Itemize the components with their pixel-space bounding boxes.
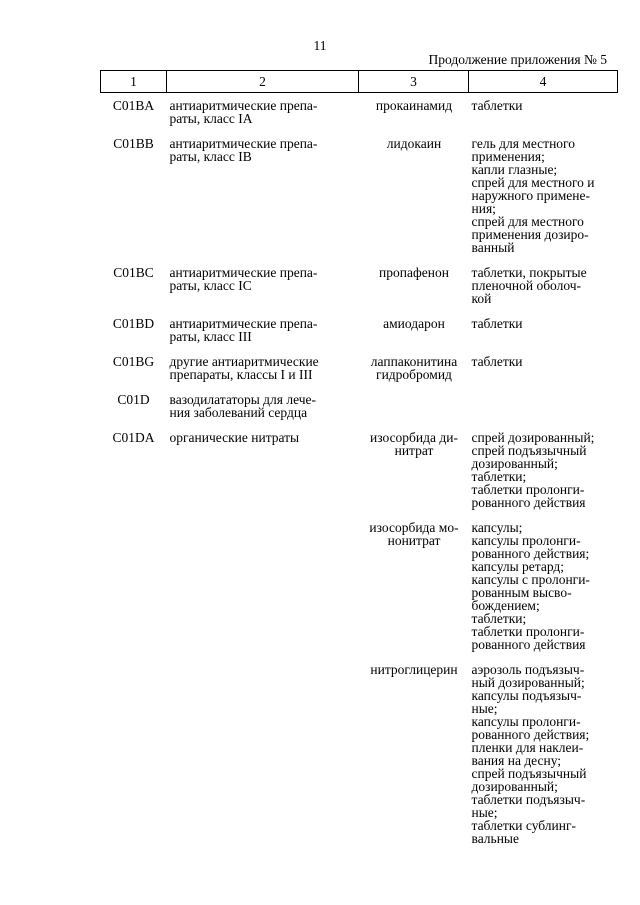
dosage-form-cell: [469, 657, 618, 851]
group-name-line: раты, класс IB: [169, 149, 252, 164]
dosage-form-line: спрей для местного и: [471, 175, 595, 190]
group-name-line: антиаритмические препа-: [169, 136, 318, 151]
dosage-form-line: спрей для местного: [471, 214, 584, 229]
group-name-line: антиаритмические препа-: [169, 316, 318, 331]
dosage-form-line: гель для местного: [471, 136, 575, 151]
drug-name-cell: [359, 260, 469, 311]
dosage-form-line: кой: [471, 291, 492, 306]
atc-code-cell: [101, 515, 167, 657]
dosage-form-line: применения;: [471, 149, 545, 164]
table-row: [101, 93, 618, 132]
dosage-form-line: дозированный;: [471, 779, 558, 794]
dosage-form-line: капсулы пролонги-: [471, 533, 581, 548]
dosage-form-line: капсулы с пролонги-: [471, 572, 590, 587]
group-name-cell: [167, 311, 359, 349]
drug-name-line: пропафенон: [379, 265, 449, 280]
dosage-form-line: пленки для наклеи-: [471, 740, 584, 755]
dosage-form-line: аэрозоль подъязыч-: [471, 662, 585, 677]
dosage-form-line: наружного примене-: [471, 188, 590, 203]
drug-name-line: прокаинамид: [375, 98, 453, 113]
dosage-form-line: ные;: [471, 805, 498, 820]
group-name-line: раты, класс IA: [169, 111, 253, 126]
atc-code-line: C01BC: [113, 265, 154, 280]
atc-code-line: C01BG: [112, 354, 155, 369]
atc-code-cell: [101, 131, 167, 260]
group-name-line: ния заболеваний сердца: [169, 405, 308, 420]
dosage-form-cell: [469, 131, 618, 260]
group-name-cell: [167, 260, 359, 311]
table-row: [101, 131, 618, 260]
group-name-cell: [167, 131, 359, 260]
dosage-form-line: пленочной оболоч-: [471, 278, 582, 293]
dosage-form-line: таблетки пролонги-: [471, 624, 585, 639]
dosage-form-cell: [469, 260, 618, 311]
column-header-2: 2: [167, 71, 359, 93]
dosage-form-cell: [469, 311, 618, 349]
drug-name-line: гидробромид: [376, 367, 452, 382]
dosage-form-line: спрей подъязычный: [471, 766, 587, 781]
table-row: [101, 311, 618, 349]
drug-name-line: нитроглицерин: [370, 662, 458, 677]
drug-name-line: амиодарон: [383, 316, 445, 331]
dosage-form-line: рованного действия;: [471, 546, 590, 561]
dosage-form-line: таблетки пролонги-: [471, 482, 585, 497]
group-name-line: антиаритмические препа-: [169, 98, 318, 113]
drug-name-cell: [359, 425, 469, 515]
group-name-cell: [167, 515, 359, 657]
dosage-form-line: таблетки;: [471, 611, 527, 626]
column-header-1: 1: [101, 71, 167, 93]
atc-code-line: C01DA: [112, 430, 155, 445]
dosage-form-line: капсулы;: [471, 520, 523, 535]
continuation-caption: Продолжение приложения № 5: [428, 52, 607, 67]
table-row: [101, 425, 618, 515]
dosage-form-line: таблетки;: [471, 469, 527, 484]
drug-name-cell: [359, 131, 469, 260]
dosage-form-line: ния;: [471, 201, 496, 216]
dosage-form-line: капсулы подъязыч-: [471, 688, 582, 703]
dosage-form-line: рованным высво-: [471, 585, 572, 600]
drug-name-line: изосорбида ди-: [370, 430, 458, 445]
drug-name-cell: [359, 657, 469, 851]
drug-name-cell: [359, 515, 469, 657]
group-name-cell: [167, 387, 359, 425]
dosage-form-line: рованного действия: [471, 495, 586, 510]
dosage-form-line: таблетки: [471, 354, 523, 369]
dosage-form-line: таблетки подъязыч-: [471, 792, 586, 807]
atc-code-cell: [101, 93, 167, 132]
table-body: [101, 93, 618, 852]
atc-code-cell: [101, 311, 167, 349]
table-row: [101, 387, 618, 425]
group-name-line: препараты, классы I и III: [169, 367, 313, 382]
drug-name-line: лаппаконитина: [370, 354, 458, 369]
dosage-form-line: рованного действия;: [471, 727, 590, 742]
dosage-form-cell: [469, 349, 618, 387]
dosage-form-line: таблетки сублинг-: [471, 818, 577, 833]
atc-code-cell: [101, 387, 167, 425]
drug-name-cell: [359, 93, 469, 132]
drug-table: [100, 70, 618, 851]
atc-code-line: C01D: [117, 392, 150, 407]
drug-name-line: нитрат: [394, 443, 434, 458]
dosage-form-line: рованного действия: [471, 637, 586, 652]
drug-name-cell: [359, 311, 469, 349]
drug-name-cell: [359, 349, 469, 387]
group-name-cell: [167, 349, 359, 387]
drug-name-line: лидокаин: [386, 136, 442, 151]
dosage-form-line: капсулы ретард;: [471, 559, 565, 574]
dosage-form-line: вальные: [471, 831, 519, 846]
drug-name-line: нонитрат: [387, 533, 441, 548]
group-name-cell: [167, 93, 359, 132]
dosage-form-line: спрей дозированный;: [471, 430, 595, 445]
dosage-form-line: таблетки: [471, 98, 523, 113]
page-number: 11: [313, 38, 327, 53]
atc-code-cell: [101, 425, 167, 515]
dosage-form-line: ванный: [471, 240, 515, 255]
dosage-form-line: вания на десну;: [471, 753, 562, 768]
dosage-form-cell: [469, 515, 618, 657]
atc-code-cell: [101, 260, 167, 311]
atc-code-line: C01BA: [112, 98, 155, 113]
dosage-form-line: ный дозированный;: [471, 675, 585, 690]
table-row: [101, 349, 618, 387]
dosage-form-line: спрей подъязычный: [471, 443, 587, 458]
dosage-form-line: капсулы пролонги-: [471, 714, 581, 729]
group-name-line: антиаритмические препа-: [169, 265, 318, 280]
dosage-form-line: таблетки, покрытые: [471, 265, 587, 280]
table-row: [101, 515, 618, 657]
dosage-form-line: таблетки: [471, 316, 523, 331]
group-name-line: раты, класс III: [169, 329, 252, 344]
group-name-line: раты, класс IC: [169, 278, 252, 293]
table-row: [101, 260, 618, 311]
dosage-form-cell: [469, 425, 618, 515]
dosage-form-cell: [469, 93, 618, 132]
dosage-form-cell: [469, 387, 618, 425]
column-header-4: 4: [469, 71, 618, 93]
drug-name-cell: [359, 387, 469, 425]
atc-code-line: C01BB: [113, 136, 154, 151]
drug-name-line: изосорбида мо-: [369, 520, 459, 535]
group-name-cell: [167, 425, 359, 515]
group-name-cell: [167, 657, 359, 851]
atc-code-line: C01BD: [112, 316, 155, 331]
column-header-3: 3: [359, 71, 469, 93]
group-name-line: органические нитраты: [169, 430, 300, 445]
dosage-form-line: бождением;: [471, 598, 540, 613]
atc-code-cell: [101, 657, 167, 851]
dosage-form-line: дозированный;: [471, 456, 558, 471]
dosage-form-line: ные;: [471, 701, 498, 716]
group-name-line: вазодилататоры для лече-: [169, 392, 317, 407]
dosage-form-line: применения дозиро-: [471, 227, 589, 242]
group-name-line: другие антиаритмические: [169, 354, 319, 369]
atc-code-cell: [101, 349, 167, 387]
table-header-row: [101, 71, 618, 93]
dosage-form-line: капли глазные;: [471, 162, 558, 177]
table-row: [101, 657, 618, 851]
